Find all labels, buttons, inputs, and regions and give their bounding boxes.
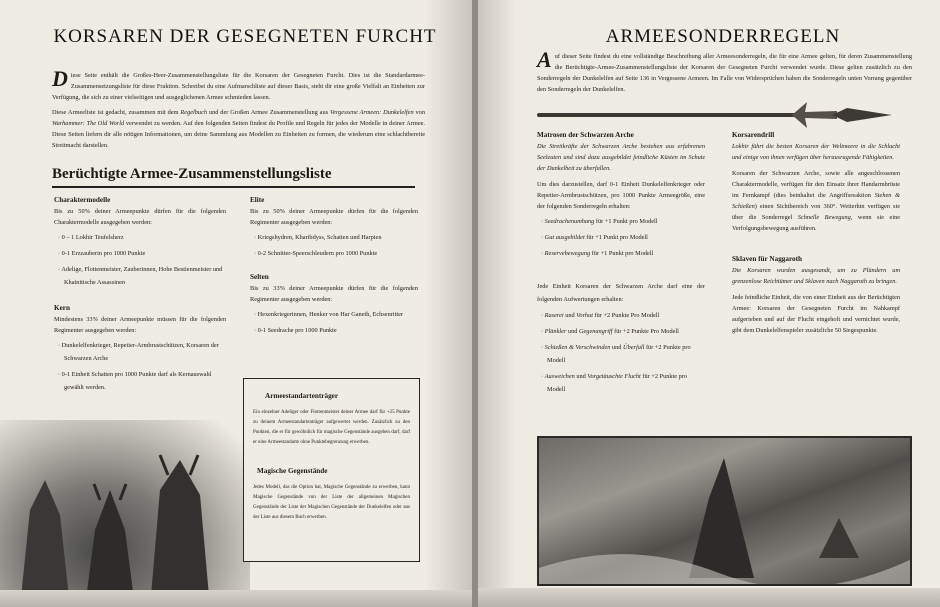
intro-text: uf dieser Seite findest du eine vollständige Beschreibung aller Armeesonderregeln, die für eine Armee gelten, für deren Zusammenstellung die Berüchtigte-Armee-Zusammenstellungsliste der Korsaren der Gesegneten Furcht verwendet wurde. Diese gelten zusätzlich zu den Sonderregeln der Dunkelelfen auf Seite 136 in Vergessene Armeen. Im Falle von Widersprüchen haben die Sonderregeln unten Vorrang gegenüber den Sonderregeln der Dunkelelfen.	[537, 53, 912, 93]
korsarendrill-flavor: Lokhir führt die besten Korsaren der Weltmeere in die Schlacht und einige von ihnen verfügen über herausragende Fähigkeiten.	[732, 143, 900, 161]
list-item: · Dunkelelfenkrieger, Repetier-Armbrustschützen, Korsaren der Schwarzen Arche	[58, 342, 219, 362]
sklaven-heading: Sklaven für Naggaroth	[732, 255, 803, 263]
box-text-standard: Ein einzelner Adeliger oder Flottenmeister deiner Armee darf für +25 Punkte zu deinem Armeestandartenträger aufgewertet werden. Zusätzlich zu den Punkten, die er für gewöhnlich für magische Gegenstände ausgeben darf, darf er eine Armeestandarte ohne Punktebegrenzung erwerben.	[253, 410, 410, 445]
list-item: · Reservebewegung für +1 Punkt pro Modell	[541, 250, 654, 257]
sklaven-flavor: Die Korsaren wurden ausgesandt, um zu Plündern um grenzenlose Reichtümer und Sklaven nach Naggaroth zu bringen.	[732, 267, 900, 285]
box-text-magic: Jedes Modell, das die Option hat, Magische Gegenstände zu erwerben, kann Magische Gegenstände von der Liste der allgemeinen Magischen Gegenstände der Liste der Magischen Gegenstände der Dunkelelfen oder aus der Liste aus diesem Buch erwerben.	[253, 485, 410, 520]
page-title: ARMEESONDERREGELN	[605, 26, 841, 47]
matrosen-flavor: Die Streitkräfte der Schwarzen Arche bestehen aus erfahrenen Seeleuten und sind dazu ausgebildet feindliche Küsten im Schutz der Dunkelheit zu überfallen.	[537, 143, 705, 172]
list-item: · Raserei und Vorhut für +2 Punkte Pro Modell	[541, 312, 660, 319]
column-left	[537, 130, 705, 396]
kern-text: Mindestens 33% deiner Armeepunkte müssen für die folgenden Regimenter ausgegeben werden:	[54, 316, 226, 334]
kern-heading: Kern	[54, 304, 70, 312]
matrosen-heading: Matrosen der Schwarzen Arche	[537, 131, 634, 139]
list-item: · Kriegshydren, Kharibdyss, Schatten und Harpien	[254, 234, 382, 241]
page-title: KORSAREN DER GESEGNETEN FURCHT	[53, 26, 437, 47]
list-item: · Gut ausgebildet für +1 Punkt pro Modell	[541, 234, 648, 241]
spear-icon	[537, 100, 897, 130]
sklaven-text: Jede feindliche Einheit, die von einer Einheit aus der Berüchtigten Armee: Korsaren der Gesegneten Furcht im Nahkampf aufgerieben und auf der Flucht eingeholt und vernichtet wurde, gibt dem Dunkelelfenspieler zusätzliche 50 Siegespunkte.	[732, 294, 900, 334]
list-item: · 0-1 Erzzauberin pro 1000 Punkte	[58, 250, 146, 257]
dark-elf-warriors-icon	[0, 420, 250, 607]
box-heading-magic: Magische Gegenstände	[257, 467, 328, 475]
column-right	[250, 195, 418, 337]
intro-paragraph-2: Diese Armeeliste ist gedacht, zusammen mit dem Regelbuch und der Großen Armee Zusammenstellung aus Vergessene Armeen: Dunkelelfen von Warhammer: The Old World verwendet zu werden. Auf den folgenden Seiten findest du Profile und Regeln für jedes der Modelle in deiner Armee. Diese Seiten liefern dir alle nötigen Informationen, um deine Sammlung aus Modellen zu Einheiten zu formen, die wiederum eine schlachtbereite Streitmacht darstellen.	[52, 109, 425, 149]
bottom-ornament	[0, 590, 472, 607]
bottom-ornament	[478, 588, 940, 607]
info-box	[243, 378, 420, 562]
korsarendrill-text: Korsaren der Schwarzen Arche, sowie alle angeschlossenen Charaktermodelle, verfügen für den Einsatz ihrer Handarmbrüste im Fernkampf (dies beinhaltet die Angriffsreaktion Stehen & Schießen) einen Sichtbereich von 360°. Weiterhin verfügen sie über die Sonderregel Schnelle Bewegung, wenn sie eine Verfolgungsbewegung ausführen.	[732, 170, 901, 232]
box-heading-standard: Armeestandartenträger	[265, 392, 339, 400]
elite-text: Bis zu 50% deiner Armeepunkte dürfen für die folgenden Regimenter ausgegeben werden:	[250, 208, 418, 226]
list-item: · Adelige, Flottenmeister, Zauberinnen, Hohe Bestienmeister und Khainitische Assassinen	[58, 266, 223, 286]
ship-icon	[539, 438, 912, 586]
upgrades-text: Jede Einheit Korsaren der Schwarzen Arche darf eine der folgenden Aufwertungen erhalten:	[537, 283, 705, 303]
list-item: · 0 – 1 Lokhir Teufelsherz	[58, 234, 124, 241]
intro-paragraph	[537, 47, 912, 95]
selten-heading: Selten	[250, 273, 269, 281]
list-item: · 0-2 Schnitter-Speerschleudern pro 1000 Punkte	[254, 250, 378, 257]
intro-paragraph	[52, 66, 425, 151]
column-right	[732, 130, 900, 336]
selten-text: Bis zu 33% deiner Armeepunkte dürfen für die folgenden Regimenter ausgegeben werden:	[250, 285, 418, 303]
right-page	[478, 0, 940, 607]
elite-heading: Elite	[250, 196, 265, 204]
matrosen-text: Um dies darzustellen, darf 0-1 Einheit Dunkelelfenkrieger oder Repetier-Armbrustschützen, pro 1000 Punkte Armeegröße, eine der folgenden Sonderregeln erhalten:	[537, 181, 705, 210]
section-divider	[52, 186, 415, 188]
list-item: · 0-1 Seedrache pro 1000 Punkte	[254, 327, 337, 334]
list-item: · Seedrachenumhang für +1 Punkt pro Modell	[541, 218, 658, 225]
sea-battle-painting	[537, 436, 912, 586]
list-item: · Schießen & Verschwinden und Überfall für +2 Punkte pro Modell	[541, 344, 691, 364]
charakter-heading: Charaktermodelle	[54, 196, 111, 204]
intro-text: iese Seite enthält die Großes-Heer-Zusammenstellungsliste für die Korsaren der Gesegneten Furcht. Dies ist die Standardarmee-Zusammensetzungsliste für diese Fraktion. Schreibst du eine Aufmarschliste auf dieser Basis, steht dir eine große Vielfalt an Einheiten zur Verfügung, die sich zu einer vielseitigen und ausgeglichenen Armee schmieden lassen.	[52, 72, 425, 101]
warriors-illustration	[0, 420, 250, 607]
column-left	[54, 195, 226, 394]
list-item: · Hexenkriegerinnen, Henker von Har Ganeth, Echsenritter	[254, 311, 403, 318]
korsarendrill-heading: Korsarendrill	[732, 131, 775, 139]
charakter-text: Bis zu 50% deiner Armeepunkte dürfen für die folgenden Charaktermodelle ausgegeben werden:	[54, 208, 226, 226]
list-item: · Ausweichen und Vorgetäuschte Flucht für +2 Punkte pro Modell	[541, 373, 688, 393]
drop-cap: D	[52, 66, 68, 91]
section-title: Berüchtigte Armee-Zusammenstellungsliste	[52, 166, 332, 182]
list-item: · Plänkler und Gegenangriff für +2 Punkte Pro Modell	[541, 328, 679, 335]
drop-cap: A	[537, 47, 552, 72]
list-item: · 0-1 Einheit Schatten pro 1000 Punkte darf als Kernauswahl gewählt werden.	[58, 371, 212, 391]
